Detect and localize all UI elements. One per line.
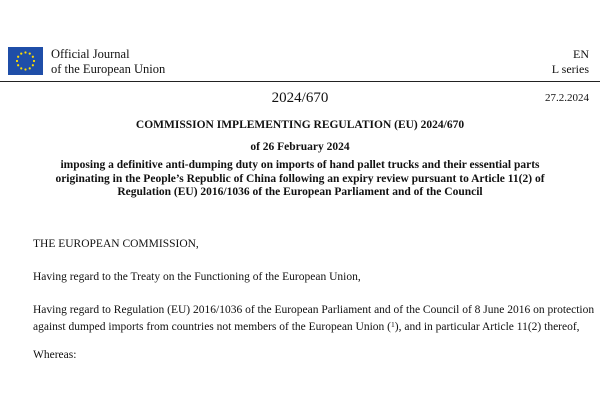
language-code: EN (573, 47, 589, 61)
language-series (552, 47, 589, 77)
recital-regulation (33, 303, 593, 334)
header-divider (0, 81, 600, 82)
description-line: Regulation (EU) 2016/1036 of the European Parliament and of the Council (117, 186, 483, 198)
recital-text: ), and in particular Article 11(2) thereof, (394, 320, 580, 333)
recital-regulation-line2 (33, 318, 593, 335)
description-line: originating in the People’s Republic of China following an expiry review pursuant to Article 11(2) of (55, 172, 545, 185)
regulation-description (40, 159, 560, 200)
footnote-link[interactable]: 1 (391, 319, 395, 329)
publication-date: 27.2.2024 (545, 92, 589, 104)
regulation-title: COMMISSION IMPLEMENTING REGULATION (EU) 2024/670 (135, 119, 465, 131)
recital-regulation-line1: Having regard to Regulation (EU) 2016/1036 of the European Parliament and of the Council of 8 June 2016 on protection (33, 304, 595, 316)
journal-header (0, 0, 600, 80)
recital-text: against dumped imports from countries not members of the European Union ( (33, 320, 392, 333)
journal-title-line2: of the European Union (51, 62, 166, 76)
recital-treaty: Having regard to the Treaty on the Functioning of the European Union, (33, 271, 361, 283)
eu-flag-icon (8, 47, 43, 75)
regulation-date: of 26 February 2024 (250, 141, 350, 153)
whereas-heading: Whereas: (33, 349, 77, 361)
journal-title (51, 47, 165, 77)
commission-heading: THE EUROPEAN COMMISSION, (33, 238, 199, 250)
journal-title-line1: Official Journal (51, 47, 130, 61)
document-number: 2024/670 (271, 90, 329, 106)
description-line: imposing a definitive anti-dumping duty on imports of hand pallet trucks and their essential parts (60, 159, 540, 171)
series-label: L series (551, 62, 589, 76)
